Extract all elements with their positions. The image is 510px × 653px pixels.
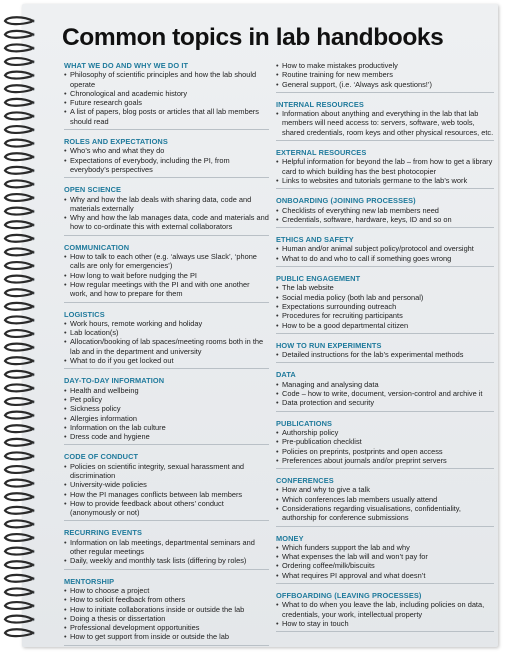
section-heading: EXTERNAL RESOURCES [276,148,367,158]
topic-item: • Future research goals [64,98,269,107]
section-divider [276,526,494,527]
topic-item: • Policies on scientific integrity, sexual harassment and discrimination [64,462,269,481]
spiral-ring [5,99,33,106]
section-heading: OPEN SCIENCE [64,185,122,195]
section-heading: DAY-TO-DAY INFORMATION [64,376,165,386]
topic-item: • Links to websites and tutorials germane to the lab’s work [276,176,494,185]
topic-item: • What to do and who to call if something goes wrong [276,254,494,263]
section-divider [64,129,269,130]
topic-item: • The lab website [276,283,494,292]
topic-list [64,252,269,298]
topic-section [64,61,269,130]
section-heading: ETHICS AND SAFETY [276,235,354,245]
page-title: Common topics in lab handbooks [62,24,444,51]
topic-list [64,386,269,442]
section-heading: ONBOARDING (JOINING PROCESSES) [276,196,416,206]
spiral-ring [5,398,33,405]
section-heading: DATA [276,370,296,380]
section-divider [64,235,269,236]
spiral-ring [5,548,33,555]
topic-item: • What expenses the lab will and won’t pay for [276,552,494,561]
topic-item: • Which funders support the lab and why [276,543,494,552]
section-heading: MONEY [276,533,304,543]
spiral-ring [5,412,33,419]
topic-section [276,534,494,584]
topic-item: • A list of papers, blog posts or articles that all lab members should read [64,107,269,126]
spiral-ring [5,616,33,623]
topic-item: • Credentials, software, hardware, keys, ID and so on [276,215,494,224]
section-divider [276,188,494,189]
spiral-ring [5,357,33,364]
topic-item: • Information on the lab culture [64,423,269,432]
topic-item: • Allocation/booking of lab spaces/meeting rooms both in the lab and in the department and university [64,337,269,356]
topic-item: • Considerations regarding visualisations, confidentiality, authorship for conference submissions [276,504,494,523]
spiral-ring [5,58,33,65]
topic-item: • Doing a thesis or dissertation [64,614,269,623]
topic-item: • Which conferences lab members usually attend [276,495,494,504]
topic-list [276,543,494,580]
topic-list [64,70,269,126]
spiral-ring [5,629,33,636]
topic-item: • How to talk to each other (e.g. ‘always use Slack’, ‘phone calls are only for emergencies’) [64,252,269,271]
topic-item: • Philosophy of scientific principles and how the lab should operate [64,70,269,89]
topic-section [276,235,494,267]
topic-item: • How and why to give a talk [276,485,494,494]
topic-item: • Information about anything and everything in the lab that lab members will need access to: servers, software, web tools, shared credentials, room keys and other physical resources, etc. [276,109,494,137]
topic-list [276,485,494,522]
topic-section [64,310,269,370]
topic-list [64,146,269,174]
topic-item: • How to choose a project [64,586,269,595]
section-heading: MENTORSHIP [64,576,115,586]
topic-item: • Code – how to write, document, version-control and archive it [276,389,494,398]
topic-item: • Daily, weekly and monthly task lists (differing by roles) [64,556,269,565]
section-heading: INTERNAL RESOURCES [276,99,364,109]
topic-item: • Detailed instructions for the lab’s experimental methods [276,350,494,359]
topic-item: • What to do when you leave the lab, including policies on data, credentials, your work, intellectual property [276,600,494,619]
spiral-ring [5,520,33,527]
topic-list [276,380,494,408]
topic-item: • How to provide feedback about others’ conduct (anonymously or not) [64,499,269,518]
topic-list [64,319,269,365]
topic-section [276,196,494,228]
section-heading: HOW TO RUN EXPERIMENTS [276,340,382,350]
spiral-ring [5,588,33,595]
topic-section [64,376,269,445]
topic-item: • How to stay in touch [276,619,494,628]
topic-list [64,462,269,518]
topic-item: • Lab location(s) [64,328,269,337]
section-heading: RECURRING EVENTS [64,528,142,538]
topic-item: • How to be a good departmental citizen [276,321,494,330]
section-heading: CONFERENCES [276,476,334,486]
topic-item: • Checklists of everything new lab members need [276,206,494,215]
right-column [276,61,494,639]
spiral-ring [5,153,33,160]
topic-list [276,61,494,89]
section-divider [276,411,494,412]
topic-section [276,341,494,364]
spiral-ring [5,31,33,38]
spiral-ring [5,44,33,51]
section-divider [276,140,494,141]
topic-item: • What to do if you get locked out [64,356,269,365]
topic-list [276,244,494,263]
topic-list [276,350,494,359]
spiral-ring [5,330,33,337]
section-divider [276,333,494,334]
topic-item: • Expectations surrounding outreach [276,302,494,311]
spiral-ring [5,371,33,378]
spiral-ring [5,167,33,174]
spiral-ring [5,493,33,500]
topic-item: • How regular meetings with the PI and with one another work, and how to prepare for them [64,280,269,299]
section-heading: LOGISTICS [64,309,105,319]
topic-item: • Managing and analysing data [276,380,494,389]
topic-list [276,157,494,185]
spiral-ring [5,561,33,568]
topic-section [64,243,269,303]
topic-section [276,370,494,411]
section-divider [276,631,494,632]
topic-item: • How to make mistakes productively [276,61,494,70]
topic-list [64,586,269,642]
topic-list [276,206,494,225]
spiral-ring [5,180,33,187]
topic-section [276,100,494,141]
section-heading: OFFBOARDING (LEAVING PROCESSES) [276,591,422,601]
section-heading: PUBLICATIONS [276,418,333,428]
spiral-ring [5,425,33,432]
topic-item: • How to initiate collaborations inside or outside the lab [64,605,269,614]
topic-item: • Information on lab meetings, departmental seminars and other regular meetings [64,538,269,557]
topic-section [64,137,269,178]
topic-list [64,538,269,566]
topic-item: • Ordering coffee/milk/biscuits [276,561,494,570]
topic-item: • Helpful information for beyond the lab – from how to get a library card to which building has the best photocopier [276,157,494,176]
spiral-ring [5,85,33,92]
spiral-ring [5,439,33,446]
topic-item: • Allergies information [64,414,269,423]
topic-item: • Procedures for recruiting participants [276,311,494,320]
spiral-ring [5,112,33,119]
section-divider [64,444,269,445]
topic-list [276,600,494,628]
topic-section [276,591,494,632]
topic-list [276,428,494,465]
spiral-ring [5,262,33,269]
spiral-ring [5,534,33,541]
topic-section [64,452,269,521]
section-divider [64,368,269,369]
spiral-binding [0,10,46,650]
topic-item: • Dress code and hygiene [64,432,269,441]
spiral-ring [5,72,33,79]
topic-item: • Sickness policy [64,404,269,413]
section-divider [276,362,494,363]
spiral-ring [5,126,33,133]
spiral-ring [5,507,33,514]
spiral-ring [5,276,33,283]
topic-item: • Preferences about journals and/or preprint servers [276,456,494,465]
section-divider [64,302,269,303]
topic-item: • Chronological and academic history [64,89,269,98]
topic-item: • Work hours, remote working and holiday [64,319,269,328]
topic-item: • Who’s who and what they do [64,146,269,155]
topic-item: • What requires PI approval and what doesn’t [276,571,494,580]
topic-item: • Routine training for new members [276,70,494,79]
section-heading: COMMUNICATION [64,242,130,252]
section-heading: PUBLIC ENGAGEMENT [276,274,361,284]
spiral-ring [5,208,33,215]
topic-item: • Expectations of everybody, including the PI, from everybody’s perspectives [64,156,269,175]
topic-section [276,61,494,93]
topic-section [64,185,269,235]
spiral-ring [5,17,33,24]
topic-item: • University-wide policies [64,480,269,489]
spiral-ring [5,384,33,391]
topic-list [276,283,494,329]
section-heading: ROLES AND EXPECTATIONS [64,137,168,147]
topic-item: • How long to wait before nudging the PI [64,271,269,280]
section-heading: CODE OF CONDUCT [64,452,139,462]
topic-item: • Social media policy (both lab and personal) [276,293,494,302]
section-divider [276,468,494,469]
topic-item: • Policies on preprints, postprints and open access [276,447,494,456]
section-divider [276,266,494,267]
topic-section [276,476,494,526]
spiral-ring [5,289,33,296]
topic-item: • How the PI manages conflicts between lab members [64,490,269,499]
spiral-ring [5,303,33,310]
topic-item: • Why and how the lab manages data, code and materials and how to co-ordinate this with external collaborators [64,213,269,232]
spiral-ring [5,344,33,351]
spiral-ring [5,194,33,201]
topic-item: • Health and wellbeing [64,386,269,395]
spiral-ring [5,316,33,323]
spiral-ring [5,140,33,147]
topic-item: • General support, (i.e. ‘Always ask questions!’) [276,80,494,89]
section-divider [276,92,494,93]
spiral-ring [5,221,33,228]
spiral-ring [5,466,33,473]
topic-section [64,528,269,569]
topic-item: • Pre-publication checklist [276,437,494,446]
section-divider [276,227,494,228]
topic-item: • Why and how the lab deals with sharing data, code and materials externally [64,195,269,214]
topic-item: • Human and/or animal subject policy/protocol and oversight [276,244,494,253]
topic-section [276,148,494,189]
spiral-ring [5,235,33,242]
topic-section [64,577,269,646]
section-divider [64,645,269,646]
spiral-ring [5,248,33,255]
section-divider [64,177,269,178]
spiral-ring [5,602,33,609]
topic-item: • Professional development opportunities [64,623,269,632]
spiral-ring [5,575,33,582]
topic-section [276,419,494,469]
spiral-ring [5,480,33,487]
topic-item: • Authorship policy [276,428,494,437]
left-column [64,61,269,653]
section-divider [276,583,494,584]
topic-item: • How to solicit feedback from others [64,595,269,604]
topic-list [64,195,269,232]
section-heading: WHAT WE DO AND WHY WE DO IT [64,61,189,70]
section-divider [64,520,269,521]
section-divider [64,569,269,570]
topic-item: • Pet policy [64,395,269,404]
spiral-ring [5,452,33,459]
topic-section [276,274,494,334]
topic-list [276,109,494,137]
topic-item: • How to get support from inside or outside the lab [64,632,269,641]
topic-item: • Data protection and security [276,398,494,407]
